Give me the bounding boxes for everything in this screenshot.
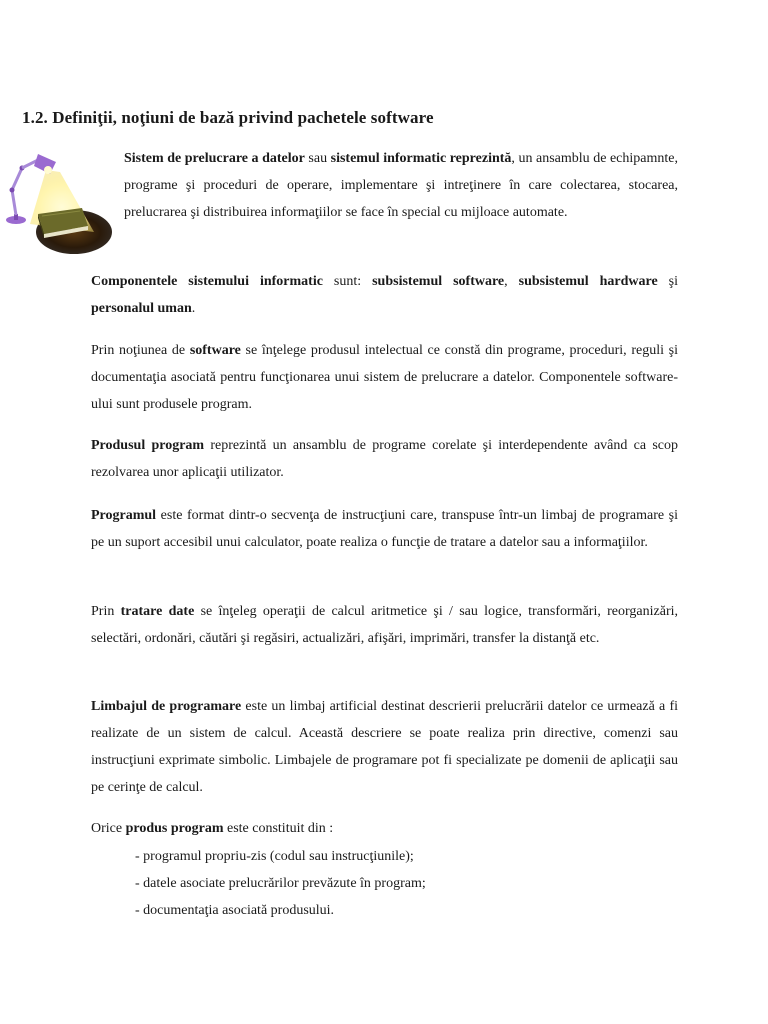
text-segment: sunt: — [322, 274, 373, 289]
term-software: software — [189, 343, 241, 358]
page-title: 1.2. Definiţii, noţiuni de bază privind pachetele software — [22, 108, 434, 127]
paragraph-software — [91, 337, 678, 418]
text-segment: . — [191, 301, 196, 316]
desk-lamp-book-icon — [2, 150, 114, 260]
term-componentele: Componentele sistemului informatic — [91, 274, 323, 289]
paragraph-produsul-program — [91, 432, 678, 486]
paragraph-tratare-date — [91, 598, 678, 652]
paragraph-programul — [91, 502, 678, 556]
term-sistem-informatic: sistemul informatic reprezintă — [330, 151, 512, 166]
term-subsistem-hardware: subsistemul hardware — [518, 274, 658, 289]
paragraph-limbajul — [91, 693, 678, 801]
text-segment: Prin — [91, 604, 121, 619]
text-segment: se înţeleg operaţii de calcul aritmetice şi / sau logice, transformări, reorganizări, selectări, ordonări, căutări şi regăsiri, actualizări, afişări, imprimări, transfer la distanţă etc. — [91, 604, 679, 646]
text-segment: sau — [304, 151, 331, 166]
text-segment: este un limbaj artificial destinat descrierii prelucrării datelor ce urmează a fi realizate de un sistem de calcul. Această descriere se poate realiza prin directive, comenzi sau instrucţiuni exprimate simbolic. Limbajele de programare pot fi specializate pe domenii de aplicaţii sau pe cerinţe de calcul. — [91, 699, 678, 795]
term-programul: Programul — [91, 508, 157, 523]
text-segment: Prin noţiunea de — [91, 343, 190, 358]
text-segment: , un ansamblu de echipamnte, programe şi proceduri de operare, implementare şi intreţinere în care colectarea, stocarea, prelucrarea şi distribuirea informaţiilor se face în special cu mijloace automate. — [124, 151, 678, 220]
term-subsistem-software: subsistemul software — [372, 274, 505, 289]
term-sistem-prelucrare: Sistem de prelucrare a datelor — [124, 151, 305, 166]
text-segment: şi — [657, 274, 679, 289]
intro-paragraph — [124, 145, 678, 226]
list-item: - programul propriu-zis (codul sau instrucţiunile); — [135, 849, 414, 864]
paragraph-orice-produs — [91, 815, 678, 842]
text-segment: Orice — [91, 821, 126, 836]
text-segment: , — [504, 274, 519, 289]
term-tratare-date: tratare date — [120, 604, 195, 619]
term-produs-program: produs program — [125, 821, 224, 836]
paragraph-componente — [91, 268, 678, 322]
term-produsul-program: Produsul program — [91, 438, 205, 453]
term-limbajul-de-programare: Limbajul de programare — [91, 699, 242, 714]
text-segment: este format dintr-o secvenţa de instrucţiuni care, transpuse într-un limbaj de programare şi pe un suport accesibil unui calculator, poate realiza o funcţie de tratare a datelor sau a informaţiilor. — [91, 508, 678, 550]
list-item: - datele asociate prelucrărilor prevăzute în program; — [135, 876, 426, 891]
text-segment: se înţelege produsul intelectual ce constă din programe, proceduri, reguli şi documentaţia asociată pentru funcţionarea unui sistem de prelucrare a datelor. Componentele software-ului sunt produsele program. — [91, 343, 678, 412]
text-segment: reprezintă un ansamblu de programe corelate şi interdependente având ca scop rezolvarea unor aplicaţii utilizator. — [91, 438, 678, 480]
list-item: - documentaţia asociată produsului. — [135, 903, 335, 918]
term-personal-uman: personalul uman — [91, 301, 192, 316]
text-segment: este constituit din : — [223, 821, 334, 836]
components-list — [135, 843, 426, 924]
